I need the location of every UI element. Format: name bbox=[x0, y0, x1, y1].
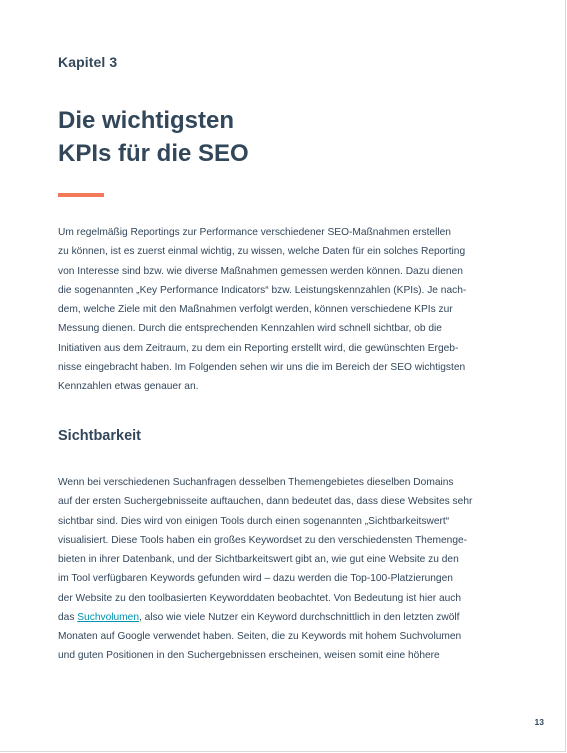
paragraph-line: Messung dienen. Durch die entsprechenden Kennzahlen wird schnell sichtbar, ob die bbox=[58, 323, 442, 335]
paragraph-line: zu können, ist es zuerst einmal wichtig, zu wissen, welche Daten für ein solches Reporting bbox=[58, 246, 466, 258]
paragraph-line: Um regelmäßig Reportings zur Performance verschiedener SEO-Maßnahmen erstellen bbox=[58, 227, 451, 238]
paragraph-line: sichtbar sind. Dies wird von einigen Tools durch einen sogenannten „Sichtbarkeitswert“ bbox=[58, 515, 450, 527]
paragraph-line-with-link bbox=[58, 608, 528, 627]
sichtbarkeit-paragraph bbox=[58, 473, 528, 666]
paragraph-line: und guten Positionen in den Suchergebnissen erscheinen, weisen somit eine höhere bbox=[58, 650, 440, 662]
paragraph-line: die sogenannten „Key Performance Indicators“ bzw. Leistungskennzahlen (KPIs). Je nach- bbox=[58, 284, 467, 296]
link-line-suffix: , also wie viele Nutzer ein Keyword durchschnittlich in den letzten zwölf bbox=[139, 611, 460, 623]
page-title-line-1: Die wichtigsten bbox=[58, 107, 235, 134]
paragraph-line: Kennzahlen etwas genauer an. bbox=[58, 381, 199, 392]
paragraph-line: Wenn bei verschiedenen Suchanfragen desselben Themengebietes dieselben Domains bbox=[58, 477, 454, 488]
paragraph-line: auf der ersten Suchergebnisseite auftauchen, dann bedeutet das, dass diese Websites sehr bbox=[58, 496, 473, 508]
title-accent-bar bbox=[58, 193, 104, 197]
paragraph-line: Monaten auf Google verwendet haben. Seiten, die zu Keywords mit hohem Suchvolumen bbox=[58, 631, 462, 642]
link-line-prefix: das bbox=[58, 611, 78, 623]
paragraph-line: visualisiert. Diese Tools haben ein großes Keywordset zu den verschiedensten Themenge- bbox=[58, 534, 468, 546]
suchvolumen-link[interactable]: Suchvolumen bbox=[77, 611, 139, 623]
section-heading-sichtbarkeit: Sichtbarkeit bbox=[58, 428, 141, 444]
paragraph-line: von Interesse sind bzw. wie diverse Maßnahmen gemessen werden können. Dazu dienen bbox=[58, 265, 463, 277]
intro-paragraph bbox=[58, 223, 528, 396]
paragraph-line: dem, welche Ziele mit den Maßnahmen verfolgt werden, können verschiedene KPIs zur bbox=[58, 304, 453, 315]
paragraph-line: nisse eingebracht haben. Im Folgenden sehen wir uns die im Bereich der SEO wichtigsten bbox=[58, 361, 466, 373]
paragraph-line: im Tool verfügbaren Keywords gefunden wird – dazu werden die Top-100-Platzierungen bbox=[58, 573, 453, 585]
paragraph-line: der Website zu den toolbasierten Keyworddaten beobachtet. Von Bedeutung ist hier auch bbox=[58, 592, 462, 604]
chapter-label: Kapitel 3 bbox=[58, 54, 118, 70]
page-title-line-2: KPIs für die SEO bbox=[58, 140, 249, 167]
paragraph-line: bieten in ihrer Datenbank, und der Sichtbarkeitswert gibt an, wie gut eine Website zu den bbox=[58, 554, 459, 565]
page-title bbox=[58, 104, 508, 170]
page-number: 13 bbox=[534, 717, 544, 727]
paragraph-line: Initiativen aus dem Zeitraum, zu dem ein Reporting erstellt wird, die gewünschten Ergeb- bbox=[58, 342, 459, 354]
